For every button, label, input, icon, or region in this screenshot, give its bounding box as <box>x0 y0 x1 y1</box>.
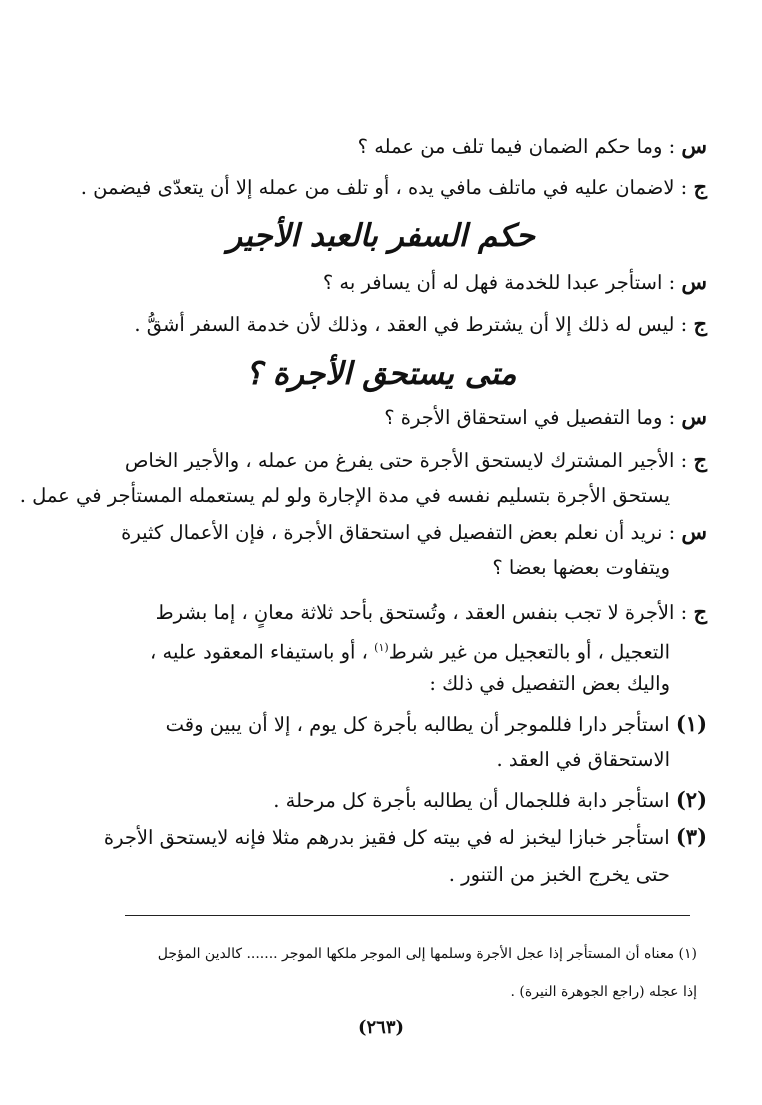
answer-line <box>80 172 707 203</box>
question-line <box>100 402 707 433</box>
page-number: (٢٦٣) <box>357 1017 405 1038</box>
answer-text: ، أو باستيفاء المعقود عليه ، <box>150 640 368 664</box>
list-item <box>100 785 707 816</box>
question-line <box>100 131 707 162</box>
answer-label: ج <box>693 447 707 472</box>
footnote-divider <box>125 915 690 916</box>
question-text: : وما التفصيل في استحقاق الأجرة ؟ <box>384 406 676 429</box>
section-heading-wage: متى يستحق الأجرة ؟ <box>245 356 517 392</box>
answer-label: ج <box>693 311 707 336</box>
list-item <box>100 709 707 740</box>
list-number: (٣) <box>675 824 707 849</box>
list-text: استأجر دابة فللجمال أن يطالبه بأجرة كل مرحلة . <box>273 789 670 812</box>
answer-text: : لاضمان عليه في ماتلف مافي يده ، أو تلف من عمله إلا أن يتعدّى فيضمن . <box>80 176 688 199</box>
answer-label: ج <box>693 599 707 624</box>
answer-continuation: يستحق الأجرة بتسليم نفسه في مدة الإجارة ولو لم يستعمله المستأجر في عمل . <box>19 484 670 507</box>
list-text: استأجر خبازا ليخبز له في بيته كل فقيز بدرهم مثلا فإنه لايستحق الأجرة <box>103 826 670 849</box>
list-number: (٢) <box>675 787 707 812</box>
list-continuation: الاستحقاق في العقد . <box>496 748 670 771</box>
list-continuation: حتى يخرج الخبز من التنور . <box>448 863 670 886</box>
section-heading-travel: حكم السفر بالعبد الأجير <box>227 218 535 254</box>
answer-text: : ليس له ذلك إلا أن يشترط في العقد ، وذلك لأن خدمة السفر أشقُّ . <box>134 313 688 336</box>
question-line <box>100 517 707 548</box>
question-label: س <box>681 404 707 429</box>
question-text: : استأجر عبدا للخدمة فهل له أن يسافر به ؟ <box>322 271 676 294</box>
question-label: س <box>681 269 707 294</box>
question-line <box>100 267 707 298</box>
list-item <box>100 822 707 853</box>
footnote-line: إذا عجله (راجع الجوهرة النيرة) . <box>510 984 697 1000</box>
question-continuation: ويتفاوت بعضها بعضا ؟ <box>492 556 670 579</box>
answer-label: ج <box>693 174 707 199</box>
answer-continuation <box>100 633 670 668</box>
footnote-marker: (١) <box>374 641 389 654</box>
answer-text: التعجيل ، أو بالتعجيل من غير شرط <box>388 640 670 664</box>
answer-line <box>100 309 707 340</box>
question-text: : نريد أن نعلم بعض التفصيل في استحقاق الأجرة ، فإن الأعمال كثيرة <box>121 521 676 544</box>
answer-line <box>100 597 707 628</box>
question-label: س <box>681 519 707 544</box>
list-number: (١) <box>675 711 707 736</box>
footnote-line: (١) معناه أن المستأجر إذا عجل الأجرة وسلمها إلى الموجر ملكها الموجر ....... كالدين المؤجل <box>157 946 697 962</box>
answer-text: : الأجير المشترك لايستحق الأجرة حتى يفرغ من عمله ، والأجير الخاص <box>124 449 688 472</box>
answer-text: : الأجرة لا تجب بنفس العقد ، وتُستحق بأحد ثلاثة معانٍ ، إما بشرط <box>155 601 688 624</box>
list-text: استأجر دارا فللموجر أن يطالبه بأجرة كل يوم ، إلا أن يبين وقت <box>165 713 670 736</box>
answer-line <box>100 445 707 476</box>
answer-continuation: واليك بعض التفصيل في ذلك : <box>429 672 670 695</box>
question-label: س <box>681 133 707 158</box>
question-text: : وما حكم الضمان فيما تلف من عمله ؟ <box>357 135 676 158</box>
